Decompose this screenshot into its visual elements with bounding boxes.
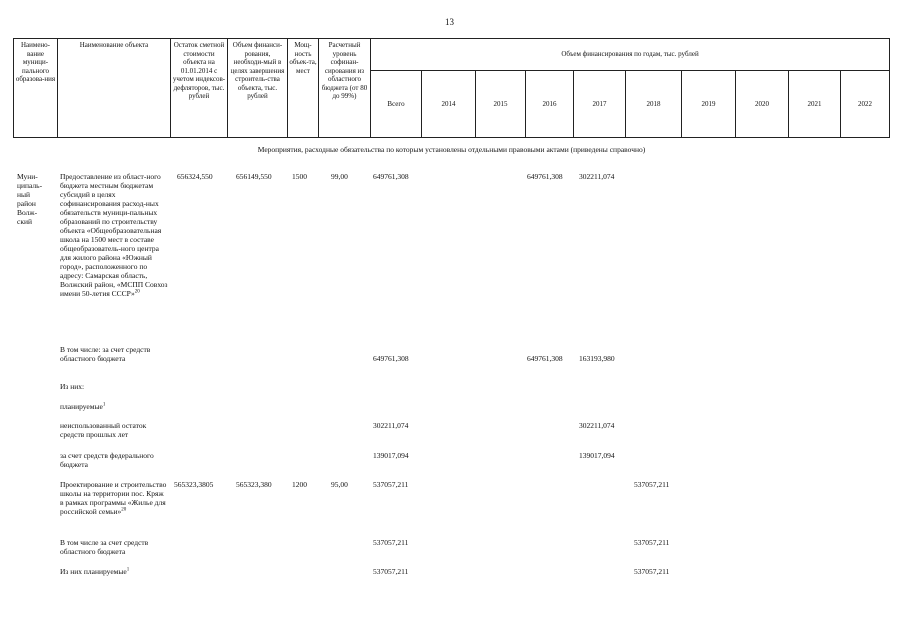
- row-2017: 163193,980: [579, 354, 615, 363]
- header-balance: Остаток сметной стоимости объекта на 01.01.2014 с учетом индексов-дефляторов, тыс. рублей: [172, 41, 226, 100]
- row-2016: 649761,308: [527, 172, 563, 181]
- header-object: Наименование объекта: [79, 41, 149, 49]
- row-object: Предоставление из област-ного бюджета местным бюджетам субсидий в целях софинансирования расход-ных обязательств муници-пальных образований по строительству объекта «Общеобразовательная школа на 1500 мест в составе общеобразователь-ного центра для жилого района «Южный город», расположенного по адресу: Самарская область, Волжский район, «МСПП Совхоз имени 50-летия СССР»$^{20}$: [60, 172, 168, 298]
- row-capacity: 1500: [292, 172, 307, 181]
- header-level: Расчетный уровень софинан-сирования из областного бюджета (от 80 до 99%): [321, 41, 368, 100]
- row-object: за счет средств федерального бюджета: [60, 451, 154, 469]
- row-object: планируемые$^1$: [60, 402, 106, 411]
- row-balance: 565323,3805: [174, 480, 214, 489]
- row-total: 537057,211: [373, 480, 409, 489]
- header-year-2018: 2018: [646, 100, 661, 108]
- row-2018: 537057,211: [634, 480, 670, 489]
- header-volume: Объем финанси-рования, необходи-мый в целях завершения строитель-ства объекта, тыс. рублей: [230, 41, 285, 100]
- row-total: 537057,211: [373, 538, 409, 547]
- row-2018: 537057,211: [634, 538, 670, 547]
- municipality-name: Муни-ципаль-ный район Волж-ский: [17, 172, 43, 226]
- header-year-2016: 2016: [542, 100, 557, 108]
- header-group-title: Объем финансирования по годам, тыс. рублей: [561, 50, 699, 58]
- row-total: 302211,074: [373, 421, 409, 430]
- row-object: В том числе за счет средств областного бюджета: [60, 538, 149, 556]
- table-header: [13, 38, 890, 138]
- row-object: Из них:: [60, 382, 85, 391]
- row-2016: 649761,308: [527, 354, 563, 363]
- row-level: 99,00: [331, 172, 348, 181]
- row-total: 649761,308: [373, 354, 409, 363]
- header-year-2017: 2017: [592, 100, 607, 108]
- header-year-2021: 2021: [807, 100, 822, 108]
- header-capacity: Мощ-ность объек-та, мест: [289, 41, 317, 75]
- row-capacity: 1200: [292, 480, 307, 489]
- row-total: 139017,094: [373, 451, 409, 460]
- header-year-total: Всего: [387, 100, 405, 108]
- row-object: Из них планируемые$^1$: [60, 567, 130, 576]
- row-object: В том числе: за счет средств областного бюджета: [60, 345, 151, 363]
- row-balance: 656324,550: [177, 172, 213, 181]
- header-year-2019: 2019: [701, 100, 716, 108]
- row-level: 95,00: [331, 480, 348, 489]
- header-municipality: Наимено-вание муници-пального образова-ния: [15, 41, 56, 83]
- header-year-2022: 2022: [858, 100, 872, 108]
- row-2017: 139017,094: [579, 451, 615, 460]
- header-year-2015: 2015: [493, 100, 508, 108]
- row-total: 537057,211: [373, 567, 409, 576]
- row-2017: 302211,074: [579, 421, 615, 430]
- header-year-2020: 2020: [755, 100, 769, 108]
- header-year-2014: 2014: [441, 100, 456, 108]
- page-number: 13: [445, 17, 454, 27]
- row-total: 649761,308: [373, 172, 409, 181]
- row-volume: 565323,380: [236, 480, 272, 489]
- section-note: Мероприятия, расходные обязательства по которым установлены отдельными правовыми актами (приведены справочно): [257, 145, 646, 154]
- row-object: неиспользованный остаток средств прошлых лет: [60, 421, 147, 439]
- row-volume: 656149,550: [236, 172, 272, 181]
- row-2017: 302211,074: [579, 172, 615, 181]
- row-2018: 537057,211: [634, 567, 670, 576]
- row-object: Проектирование и строительство школы на территории пос. Кряж в рамках программы «Жилье для российской семьи»$^{20}$: [60, 480, 167, 516]
